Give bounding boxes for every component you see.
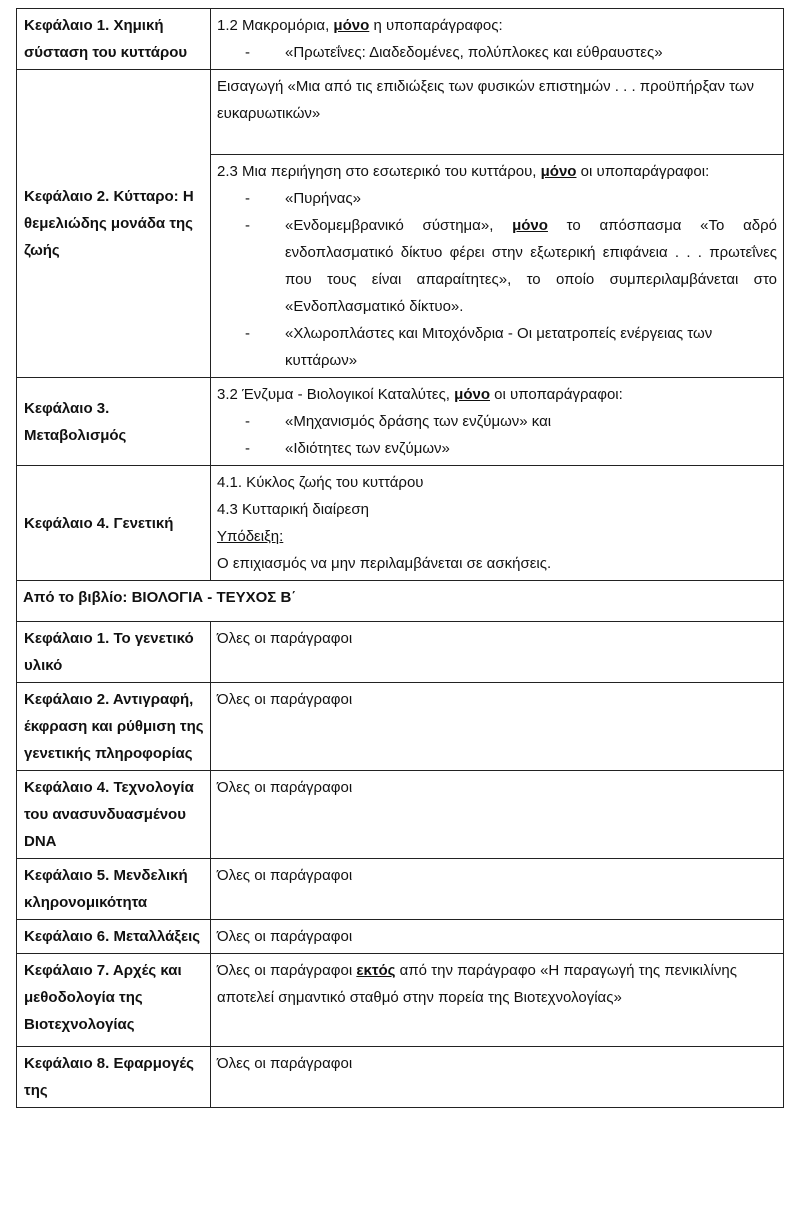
list-item: - «Μηχανισμός δράσης των ενζύμων» και (245, 408, 777, 435)
table-row (17, 466, 784, 581)
chapter-content: Όλες οι παράγραφοι (211, 920, 784, 954)
curriculum-table (16, 8, 784, 1108)
table-row (17, 378, 784, 466)
table-row (17, 581, 784, 622)
chapter-content: Όλες οι παράγραφοι εκτός από την παράγραφο «Η παραγωγή της πενικιλίνης αποτελεί σημαντικό σταθμό στην πορεία της Βιοτεχνολογίας» (211, 954, 784, 1047)
chapter-label: Κεφάλαιο 4. Τεχνολογία του ανασυνδυασμένου DNA (17, 771, 211, 859)
content-line: Ο επιχιασμός να μην περιλαμβάνεται σε ασκήσεις. (217, 555, 552, 572)
chapter-label: Κεφάλαιο 8. Εφαρμογές της (17, 1047, 211, 1108)
section-line: 3.2 Ένζυμα - Βιολογικοί Καταλύτες, μόνο οι υποπαράγραφοι: (217, 386, 623, 403)
table-row (17, 683, 784, 771)
table-row (17, 859, 784, 920)
chapter-content (211, 466, 784, 581)
list-item: - «Πυρήνας» (245, 185, 777, 212)
table-row (17, 9, 784, 70)
chapter-label: Κεφάλαιο 1. Χημική σύσταση του κυττάρου (17, 9, 211, 70)
chapter-content (211, 155, 784, 378)
bullet-list (217, 408, 777, 462)
chapter-label: Κεφάλαιο 1. Το γενετικό υλικό (17, 622, 211, 683)
chapter-content: Όλες οι παράγραφοι (211, 683, 784, 771)
section-line: 2.3 Μια περιήγηση στο εσωτερικό του κυττάρου, μόνο οι υποπαράγραφοι: (217, 163, 710, 180)
chapter-content: Όλες οι παράγραφοι (211, 859, 784, 920)
content-line: 4.1. Κύκλος ζωής του κυττάρου (217, 474, 424, 491)
chapter-content: Όλες οι παράγραφοι (211, 622, 784, 683)
list-item: - «Χλωροπλάστες και Μιτοχόνδρια - Οι μετατροπείς ενέργειας των κυττάρων» (245, 320, 777, 374)
chapter-label: Κεφάλαιο 2. Κύτταρο: Η θεμελιώδης μονάδα της ζωής (17, 70, 211, 378)
table-row (17, 622, 784, 683)
chapter-label: Κεφάλαιο 2. Αντιγραφή, έκφραση και ρύθμιση της γενετικής πληροφορίας (17, 683, 211, 771)
chapter-label: Κεφάλαιο 7. Αρχές και μεθοδολογία της Βιοτεχνολογίας (17, 954, 211, 1047)
chapter-label: Κεφάλαιο 3. Μεταβολισμός (17, 378, 211, 466)
table-row (17, 1047, 784, 1108)
book-heading: Από το βιβλίο: ΒΙΟΛΟΓΙΑ - ΤΕΥΧΟΣ Β΄ (17, 581, 784, 622)
bullet-list (217, 185, 777, 374)
chapter-label: Κεφάλαιο 6. Μεταλλάξεις (17, 920, 211, 954)
table-row (17, 70, 784, 155)
content-line: 4.3 Κυτταρική διαίρεση (217, 501, 369, 518)
section-line: 1.2 Μακρομόρια, μόνο η υποπαράγραφος: (217, 17, 503, 34)
chapter-label: Κεφάλαιο 4. Γενετική (17, 466, 211, 581)
chapter-content: Όλες οι παράγραφοι (211, 771, 784, 859)
table-row (17, 920, 784, 954)
bullet-list (217, 39, 777, 66)
chapter-label: Κεφάλαιο 5. Μενδελική κληρονομικότητα (17, 859, 211, 920)
list-item: - «Πρωτεΐνες: Διαδεδομένες, πολύπλοκες και εύθραυστες» (245, 39, 777, 66)
chapter-content (211, 9, 784, 70)
list-item: - «Ιδιότητες των ενζύμων» (245, 435, 777, 462)
list-item: - «Ενδομεμβρανικό σύστημα», μόνο το απόσπασμα «Το αδρό ενδοπλασματικό δίκτυο φέρει στην εξωτερική επιφάνεια . . . πρωτεΐνες που τους είναι απαραίτητες», το οποίο συμπεριλαμβάνεται στο «Ενδοπλασματικό δίκτυο». (245, 212, 777, 320)
table-row (17, 954, 784, 1047)
chapter-content (211, 378, 784, 466)
chapter-content: Εισαγωγή «Μια από τις επιδιώξεις των φυσικών επιστημών . . . προϋπήρξαν των ευκαρυωτικών» (211, 70, 784, 155)
table-row (17, 771, 784, 859)
hint-label: Υπόδειξη: (217, 528, 284, 545)
chapter-content: Όλες οι παράγραφοι (211, 1047, 784, 1108)
